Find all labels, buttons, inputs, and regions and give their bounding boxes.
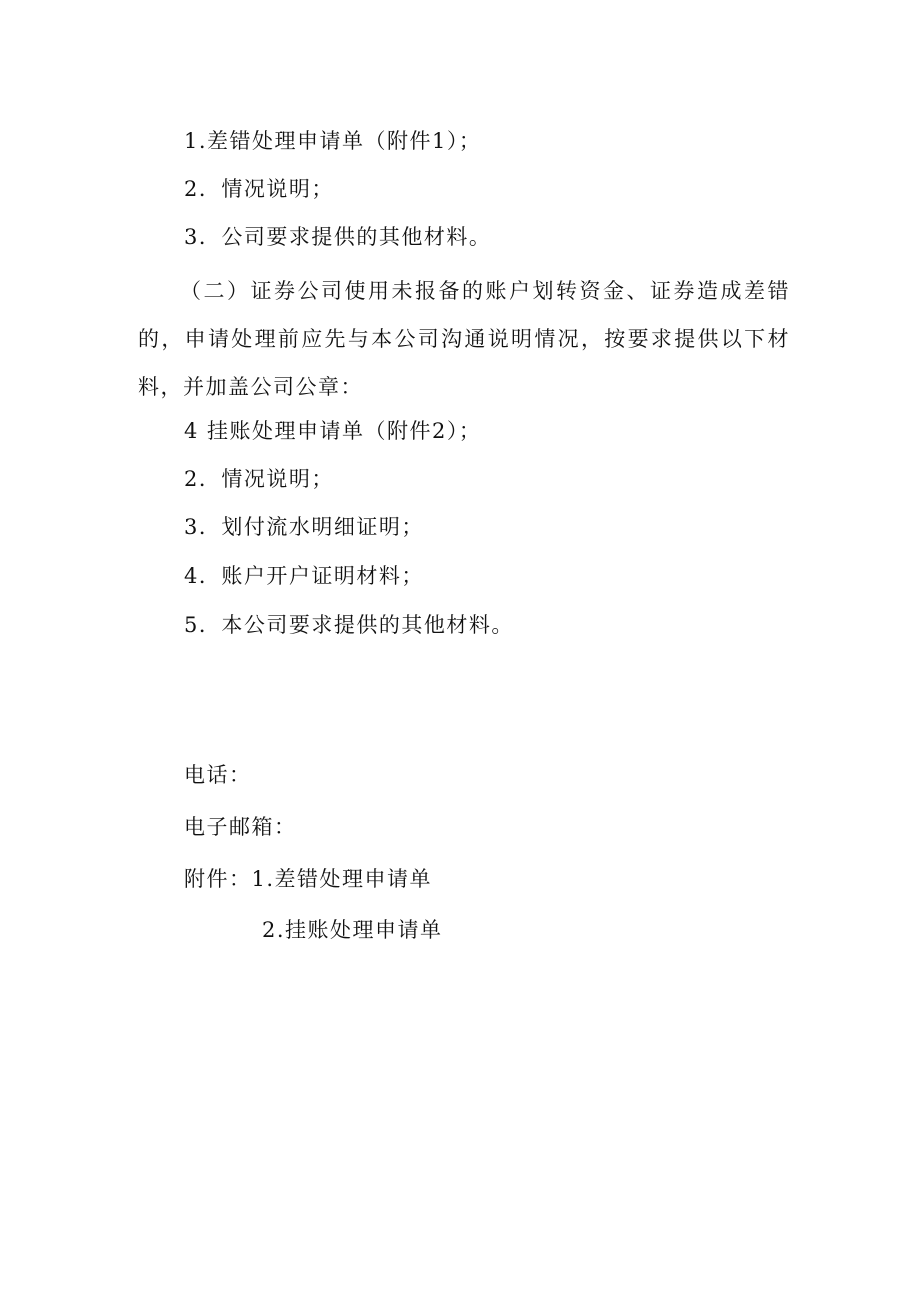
list-b-item-1: 4 挂账处理申请单（附件2）；: [184, 419, 482, 443]
attachments-line-2: 2.挂账处理申请单: [262, 918, 443, 942]
phone-label: 电话：: [184, 763, 252, 787]
email-label: 电子邮箱：: [184, 815, 297, 839]
list-a-item-3: 3．公司要求提供的其他材料。: [184, 225, 492, 249]
list-a-item-2: 2．情况说明；: [184, 177, 334, 201]
list-a-item-1: 1.差错处理申请单（附件1）；: [184, 129, 482, 153]
list-b-item-5: 5．本公司要求提供的其他材料。: [184, 613, 514, 637]
list-b-item-4: 4．账户开户证明材料；: [184, 564, 424, 588]
attachments-line-1: 附件：1.差错处理申请单: [184, 867, 433, 891]
list-b-item-2: 2．情况说明；: [184, 467, 334, 491]
list-b-item-3: 3．划付流水明细证明；: [184, 515, 424, 539]
section-two-paragraph: （二）证券公司使用未报备的账户划转资金、证券造成差错的，申请处理前应先与本公司沟通说明情况，按要求提供以下材料，并加盖公司公章：: [138, 279, 790, 399]
